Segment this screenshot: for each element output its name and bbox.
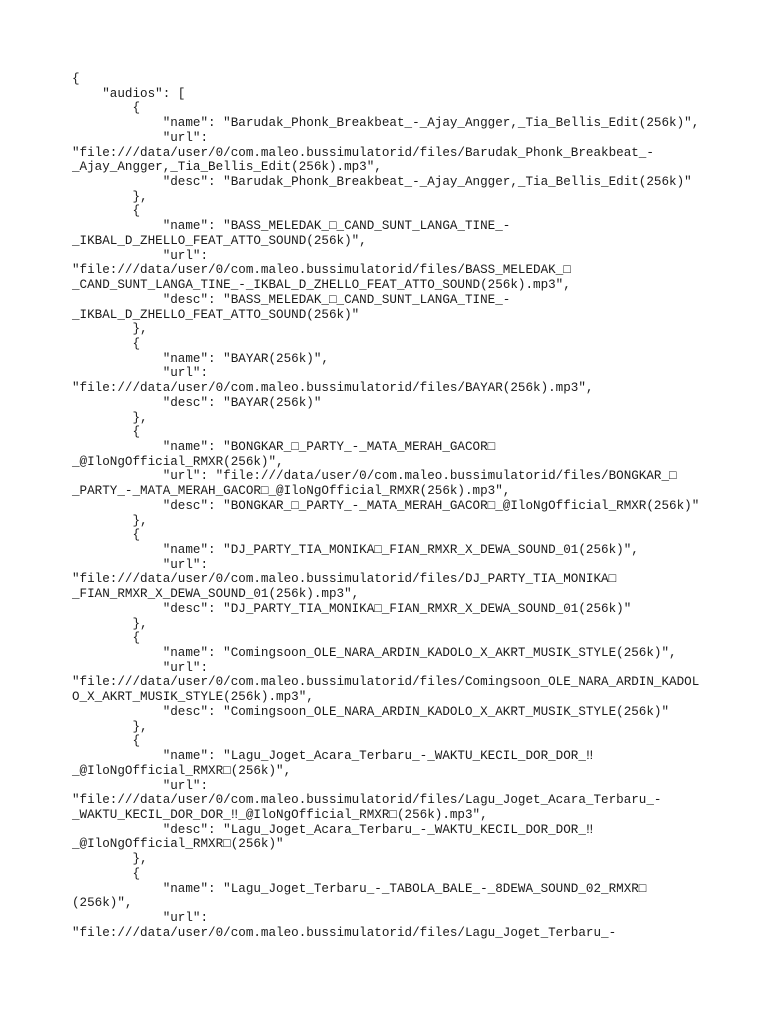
text-line: "url": [72,557,209,572]
text-line: }, [72,616,148,631]
text-line: "name": "BASS_MELEDAK_□_CAND_SUNT_LANGA_TINE_- [72,219,511,234]
text-line: "name": "BAYAR(256k)", [72,351,329,366]
text-line: _Ajay_Angger,_Tia_Bellis_Edit(256k).mp3", [72,160,382,175]
text-line: "url": [72,910,209,925]
text-line: "desc": "DJ_PARTY_TIA_MONIKA□_FIAN_RMXR_X_DEWA_SOUND_01(256k)" [72,601,632,616]
text-line: { [72,631,141,646]
text-line: "desc": "Comingsoon_OLE_NARA_ARDIN_KADOLO_X_AKRT_MUSIK_STYLE(256k)" [72,704,670,719]
text-line: "desc": "BAYAR(256k)" [72,395,322,410]
text-line: _IKBAL_D_ZHELLO_FEAT_ATTO_SOUND(256k)", [72,233,367,248]
text-line: "audios": [ [72,86,186,101]
text-line: _PARTY_-_MATA_MERAH_GACOR□_@IloNgOfficial_RMXR(256k).mp3", [72,484,511,499]
text-line: "name": "Lagu_Joget_Acara_Terbaru_-_WAKTU_KECIL_DOR_DOR_‼ [72,749,594,764]
text-line: "file:///data/user/0/com.maleo.bussimulatorid/files/Barudak_Phonk_Breakbeat_- [72,145,654,160]
text-line: "url": [72,130,209,145]
text-line: { [72,72,80,86]
text-line: "name": "BONGKAR_□_PARTY_-_MATA_MERAH_GACOR□ [72,439,496,454]
text-line: "url": "file:///data/user/0/com.maleo.bussimulatorid/files/BONGKAR_□ [72,469,677,484]
text-line: "file:///data/user/0/com.maleo.bussimulatorid/files/Lagu_Joget_Acara_Terbaru_- [72,793,662,808]
text-line: _CAND_SUNT_LANGA_TINE_-_IKBAL_D_ZHELLO_FEAT_ATTO_SOUND(256k).mp3", [72,278,571,293]
text-line: "file:///data/user/0/com.maleo.bussimulatorid/files/BAYAR(256k).mp3", [72,381,594,396]
text-line: "url": [72,660,209,675]
text-line: (256k)", [72,896,133,911]
text-line: "file:///data/user/0/com.maleo.bussimulatorid/files/DJ_PARTY_TIA_MONIKA□ [72,572,617,587]
text-line: "name": "Barudak_Phonk_Breakbeat_-_Ajay_Angger,_Tia_Bellis_Edit(256k)", [72,116,700,131]
text-line: "desc": "Barudak_Phonk_Breakbeat_-_Ajay_Angger,_Tia_Bellis_Edit(256k)" [72,175,692,190]
text-line: { [72,425,141,440]
text-line: "file:///data/user/0/com.maleo.bussimulatorid/files/Comingsoon_OLE_NARA_ARDIN_KADOL [72,675,700,690]
json-text-block [72,72,712,940]
text-line: "desc": "BASS_MELEDAK_□_CAND_SUNT_LANGA_TINE_- [72,292,511,307]
text-line: }, [72,322,148,337]
text-line: }, [72,513,148,528]
text-line: }, [72,852,148,867]
text-line: { [72,336,141,351]
text-line: "name": "Comingsoon_OLE_NARA_ARDIN_KADOLO_X_AKRT_MUSIK_STYLE(256k)", [72,646,677,661]
text-line: { [72,528,141,543]
text-line: "file:///data/user/0/com.maleo.bussimulatorid/files/BASS_MELEDAK_□ [72,263,571,278]
text-line: _@IloNgOfficial_RMXR(256k)", [72,454,284,469]
text-line: "url": [72,248,209,263]
text-line: }, [72,189,148,204]
text-line: "name": "DJ_PARTY_TIA_MONIKA□_FIAN_RMXR_X_DEWA_SOUND_01(256k)", [72,543,639,557]
text-line: _FIAN_RMXR_X_DEWA_SOUND_01(256k).mp3", [72,587,360,602]
text-line: _IKBAL_D_ZHELLO_FEAT_ATTO_SOUND(256k)" [72,307,360,322]
text-line: { [72,204,141,219]
text-line: { [72,866,141,881]
text-line: "url": [72,778,209,793]
text-line: "desc": "BONGKAR_□_PARTY_-_MATA_MERAH_GACOR□_@IloNgOfficial_RMXR(256k)" [72,498,700,513]
text-line: "desc": "Lagu_Joget_Acara_Terbaru_-_WAKTU_KECIL_DOR_DOR_‼ [72,822,594,837]
text-line: }, [72,719,148,734]
text-line: "url": [72,366,209,381]
text-line: { [72,734,141,749]
text-line: _@IloNgOfficial_RMXR□(256k)" [72,837,284,852]
text-line: "file:///data/user/0/com.maleo.bussimulatorid/files/Lagu_Joget_Terbaru_- [72,925,617,940]
text-line: }, [72,410,148,425]
text-line: "name": "Lagu_Joget_Terbaru_-_TABOLA_BALE_-_8DEWA_SOUND_02_RMXR□ [72,881,647,896]
text-line: _@IloNgOfficial_RMXR□(256k)", [72,763,292,778]
text-line: { [72,101,141,116]
text-line: O_X_AKRT_MUSIK_STYLE(256k).mp3", [72,690,314,705]
text-line: _WAKTU_KECIL_DOR_DOR_‼_@IloNgOfficial_RMXR□(256k).mp3", [72,807,488,822]
